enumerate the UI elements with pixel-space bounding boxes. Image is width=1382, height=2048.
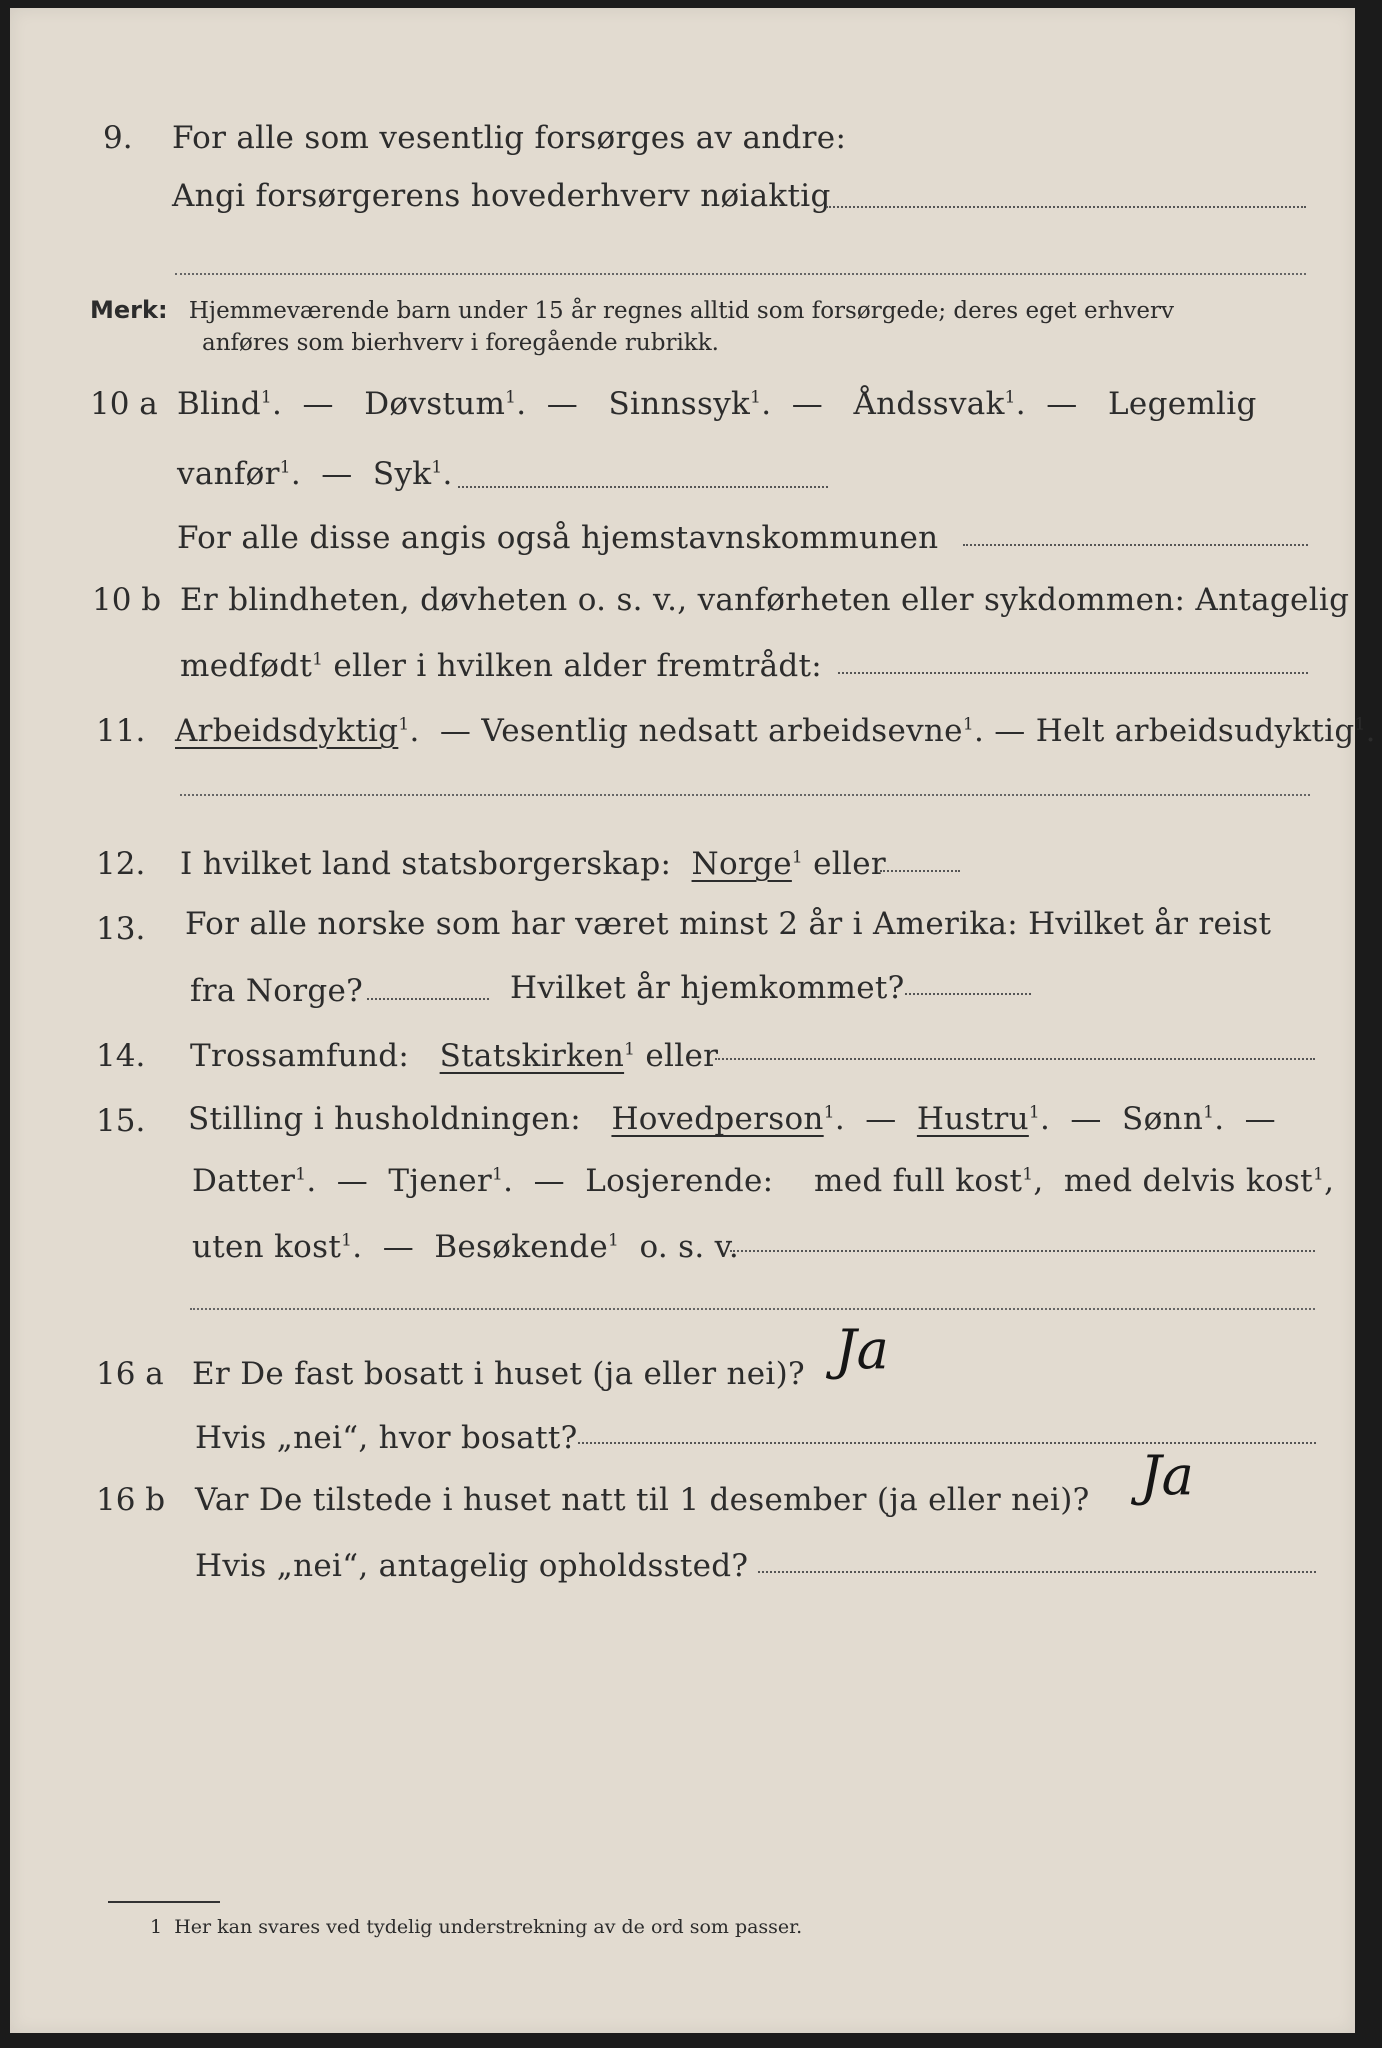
answer-line-q9 — [826, 206, 1306, 208]
merk-note-line1 — [90, 296, 1174, 324]
q15-line1: Stilling i husholdningen: Hovedperson$^1$. — Hustru$^1$. — Sønn$^1$. — — [188, 1101, 1276, 1137]
q16a-line1: Er De fast bosatt i huset (ja eller nei)? — [192, 1356, 805, 1392]
item-number-11: 11. — [96, 713, 146, 749]
option-andssvak: Åndssvak — [853, 386, 1005, 422]
option-hustru-underlined: Hustru — [916, 1101, 1029, 1137]
answer-line-q12 — [880, 870, 960, 872]
footnote: 1 Her kan svares ved tydelig understrekning av de ord som passer. — [150, 1916, 803, 1938]
q13-line2a: fra Norge? — [190, 973, 364, 1009]
q13-line1: For alle norske som har været minst 2 år i Amerika: Hvilket år reist — [185, 906, 1272, 942]
q13-line2b: Hvilket år hjemkommet? — [510, 970, 905, 1006]
census-form-page — [10, 8, 1376, 2033]
answer-line-q10a-kommune — [963, 544, 1308, 546]
item-number-13: 13. — [96, 911, 146, 947]
q15-line3: uten kost$^1$. — Besøkende$^1$ o. s. v. — [192, 1229, 739, 1265]
option-helt-arbeidsudyktig: Helt arbeidsudyktig — [1035, 713, 1355, 749]
q16a-line2: Hvis „nei“, hvor bosatt? — [195, 1420, 578, 1456]
option-statskirken-underlined: Statskirken — [439, 1038, 625, 1074]
answer-line-q16a — [578, 1442, 1316, 1444]
merk-note-line2: anføres som bierhverv i foregående rubrikk. — [202, 330, 719, 356]
item-number-15: 15. — [96, 1103, 146, 1139]
option-norge-underlined: Norge — [691, 846, 792, 882]
item-number-12: 12. — [96, 846, 146, 882]
answer-line-q10b — [838, 672, 1308, 674]
q16b-line2: Hvis „nei“, antagelig opholdssted? — [195, 1548, 749, 1584]
option-legemlig: Legemlig — [1108, 386, 1257, 422]
answer-line-q10a — [458, 486, 828, 488]
q15-line2: Datter$^1$. — Tjener$^1$. — Losjerende: med full kost$^1$, med delvis kost$^1$, — [192, 1163, 1335, 1199]
option-blind: Blind — [177, 386, 261, 422]
handwritten-answer-16b: Ja — [1140, 1444, 1194, 1507]
item-number-14: 14. — [96, 1038, 146, 1074]
q16b-line1: Var De tilstede i huset natt til 1 desember (ja eller nei)? — [195, 1482, 1090, 1518]
option-sinnssyk: Sinnssyk — [608, 386, 751, 422]
q10a-line1: Blind$^1$. — Døvstum$^1$. — Sinnssyk$^1$. — Åndssvak$^1$. — Legemlig — [177, 386, 1257, 422]
answer-line-q14 — [715, 1058, 1315, 1060]
merk-text1: Hjemmeværende barn under 15 år regnes alltid som forsørgede; deres eget erhverv — [188, 298, 1174, 324]
option-hovedperson-underlined: Hovedperson — [611, 1101, 824, 1137]
q10b-line2: medfødt$^1$ eller i hvilken alder fremtrådt: — [180, 648, 823, 684]
q10b-line1: Er blindheten, døvheten o. s. v., vanførheten eller sykdommen: Antagelig — [180, 582, 1350, 618]
q10a-line3: For alle disse angis også hjemstavnskommunen — [177, 520, 939, 556]
item-number-16b: 16 b — [96, 1482, 166, 1518]
item-number-10b: 10 b — [92, 582, 162, 618]
q14-line1: Trossamfund: Statskirken$^1$ eller — [190, 1038, 719, 1074]
option-vanfor: vanfør — [177, 456, 280, 492]
answer-line-q15-extra — [190, 1308, 1315, 1310]
footnote-rule — [108, 1901, 220, 1903]
answer-line-q16b — [758, 1571, 1316, 1573]
answer-line-q13-reist — [367, 998, 489, 1000]
item-number-9: 9. — [103, 120, 133, 156]
option-syk: Syk — [372, 456, 432, 492]
q9-line2: Angi forsørgerens hovederhverv nøiaktig — [172, 178, 831, 214]
option-arbeidsdyktig-underlined: Arbeidsdyktig — [175, 713, 399, 749]
q9-line1: For alle som vesentlig forsørges av andre: — [172, 120, 847, 156]
item-number-10a: 10 a — [90, 386, 158, 422]
item-number-16a: 16 a — [96, 1356, 164, 1392]
answer-line-q13-hjemkommet — [905, 993, 1031, 995]
option-vesentlig-nedsatt: Vesentlig nedsatt arbeidsevne — [481, 713, 963, 749]
answer-line-q11 — [180, 794, 1310, 796]
q12-line1: I hvilket land statsborgerskap: Norge$^1$ eller — [180, 846, 886, 882]
q11-line1: Arbeidsdyktig$^1$. — Vesentlig nedsatt arbeidsevne$^1$. — Helt arbeidsudyktig$^1$. — [175, 713, 1376, 749]
q10a-line2: vanfør$^1$. — Syk$^1$. — [177, 456, 453, 492]
answer-line-q9-extra — [175, 273, 1306, 275]
handwritten-answer-16a: Ja — [835, 1318, 889, 1381]
option-dovstum: Døvstum — [364, 386, 506, 422]
answer-line-q15 — [730, 1250, 1315, 1252]
merk-label: Merk: — [90, 296, 168, 324]
